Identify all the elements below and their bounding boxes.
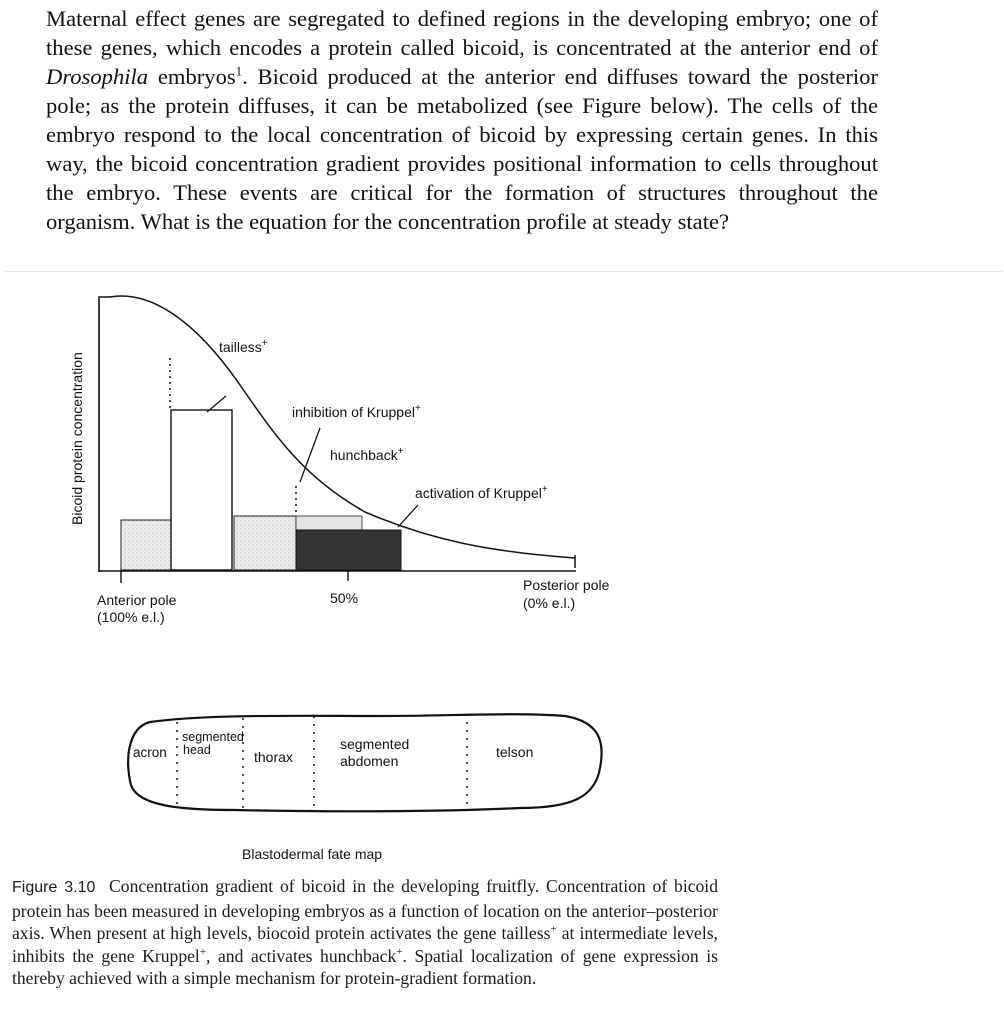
fate-acron-label: acron [133,745,167,760]
caption-sup-3: + [396,945,403,958]
caption-sup-2: + [199,945,207,958]
y-axis-line [99,297,110,572]
caption-sup-1: + [550,923,557,936]
anterior-pole-label: Anterior pole [97,592,177,608]
mid-percent-label: 50% [330,590,359,606]
tailless-label: tailless+ [219,338,268,355]
bar-tailless-region [171,410,232,570]
fate-thorax-label: thorax [254,749,293,765]
figure-caption [12,875,718,990]
activation-label: activation of Kruppel+ [415,484,548,501]
fate-segmented-head-label-1: segmented [182,730,244,744]
species-name: Drosophila [46,64,149,89]
bar-thorax-light [296,516,362,530]
bar-head-region [234,516,296,570]
inhibition-pointer [300,428,320,482]
fate-telson-label: telson [496,744,534,760]
fate-map-title: Blastodermal fate map [242,846,383,862]
question-part-1: Maternal effect genes are segregated to defined regions in the developing embryo; one of these genes, which encodes a protein called bicoid, is concentrated at the anterior end of [46,6,878,60]
fate-abdomen-label-2: abdomen [340,753,399,769]
caption-text-3: , and activates hunchback [206,945,397,966]
bar-acron-region [121,520,171,570]
caption-text-4: . Spatial localization of gene expression is thereby achieved with a simple mechanism for protein-gradient formation. [12,945,719,989]
anterior-percent-label: (100% e.l.) [97,609,165,625]
activation-pointer [398,505,418,527]
inhibition-label: inhibition of Kruppel+ [292,403,421,420]
y-axis-label: Bicoid protein concentration [69,352,85,525]
posterior-pole-label: Posterior pole [523,577,610,593]
fate-abdomen-label-1: segmented [340,736,410,752]
caption-label: Figure 3.10 [12,879,96,896]
question-part-3: . Bicoid produced at the anterior end diffuses toward the posterior pole; as the protein diffuses, it can be metabolized (see Figure below). The cells of the embryo respond to the local concentration of bicoid by expressing certain genes. In this way, the bicoid concentration gradient provides positional information to cells throughout the embryo. These events are critical for the formation of structures throughout the organism. What is the equation for the concentration profile at steady state? [46,64,878,234]
caption-text-1: Concentration gradient of bicoid in the developing fruitfly. Concentration of bicoid protein has been measured in developing embryos as a function of location on the anterior–posterior axis. When present at high levels, biocoid protein activates the gene tailless [12,876,718,944]
bar-hunchback-region [296,530,401,570]
fate-segmented-head-label-2: head [183,743,211,757]
question-part-2: embryos [157,64,236,89]
posterior-percent-label: (0% e.l.) [523,595,576,611]
footnote-marker: 1 [235,63,243,79]
caption-text-2: at intermediate levels, inhibits the gene Kruppel [12,923,718,966]
hunchback-label: hunchback+ [330,446,404,463]
